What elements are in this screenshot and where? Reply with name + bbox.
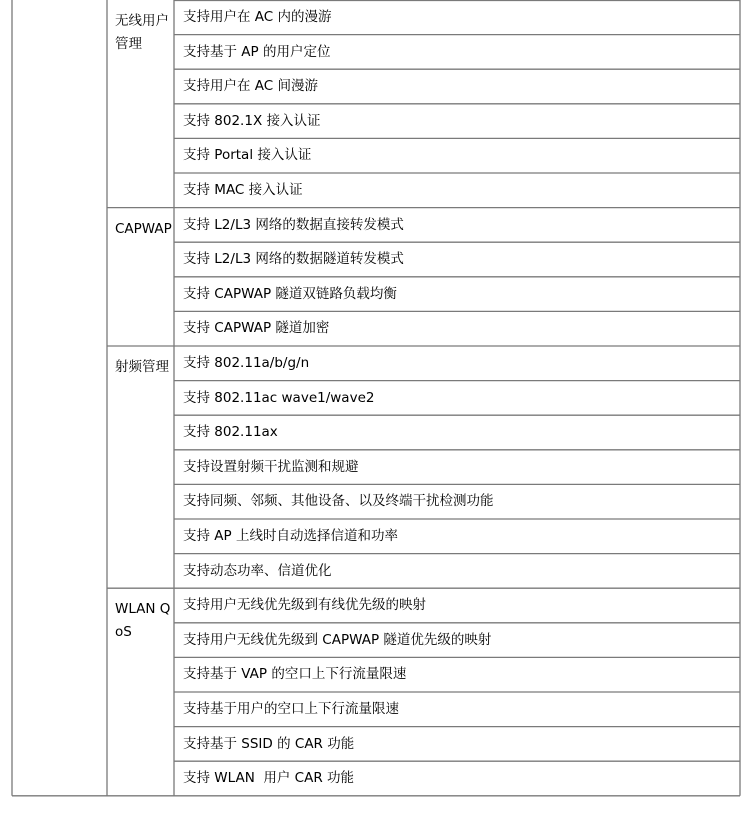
feature-cell: 支持 802.1X 接入认证 — [183, 112, 321, 129]
feature-cell: 支持用户无线优先级到有线优先级的映射 — [183, 597, 426, 614]
feature-cell: 支持 AP 上线时自动选择信道和功率 — [183, 528, 398, 544]
feature-cell: 支持 Portal 接入认证 — [183, 147, 312, 164]
feature-cell: 支持 WLAN 用户 CAR 功能 — [183, 770, 355, 787]
feature-cell: 支持 MAC 接入认证 — [183, 182, 303, 198]
feature-cell: 支持 L2/L3 网络的数据隧道转发模式 — [183, 251, 404, 268]
feature-cell: 支持基于用户的空口上下行流量限速 — [183, 701, 399, 717]
feature-cell: 支持 CAPWAP 隧道双链路负载均衡 — [183, 285, 397, 302]
feature-cell: 支持 802.11a/b/g/n — [183, 355, 310, 371]
feature-cell: 支持 L2/L3 网络的数据直接转发模式 — [183, 216, 404, 233]
feature-cell: 支持基于 SSID 的 CAR 功能 — [183, 735, 355, 752]
category-label: 无线用户管理 — [115, 13, 169, 52]
feature-cell: 支持 802.11ax — [183, 424, 278, 441]
category-label: CAPWAP — [115, 220, 172, 237]
feature-cell: 支持同频、邻频、其他设备、以及终端干扰检测功能 — [183, 493, 494, 510]
feature-cell: 支持 802.11ac wave1/wave2 — [183, 389, 375, 406]
feature-cell: 支持 CAPWAP 隧道加密 — [183, 320, 330, 337]
feature-cell: 支持基于 AP 的用户定位 — [183, 43, 331, 60]
feature-cell: 支持用户在 AC 内的漫游 — [183, 9, 332, 25]
category-label: 射频管理 — [115, 359, 169, 375]
feature-cell: 支持动态功率、信道优化 — [183, 562, 332, 579]
category-label: WLAN QoS — [115, 601, 171, 641]
feature-cell: 支持基于 VAP 的空口上下行流量限速 — [183, 666, 407, 683]
feature-cell: 支持设置射频干扰监测和规避 — [183, 458, 359, 475]
feature-cell: 支持用户在 AC 间漫游 — [183, 78, 319, 95]
feature-cell: 支持用户无线优先级到 CAPWAP 隧道优先级的映射 — [183, 631, 492, 648]
